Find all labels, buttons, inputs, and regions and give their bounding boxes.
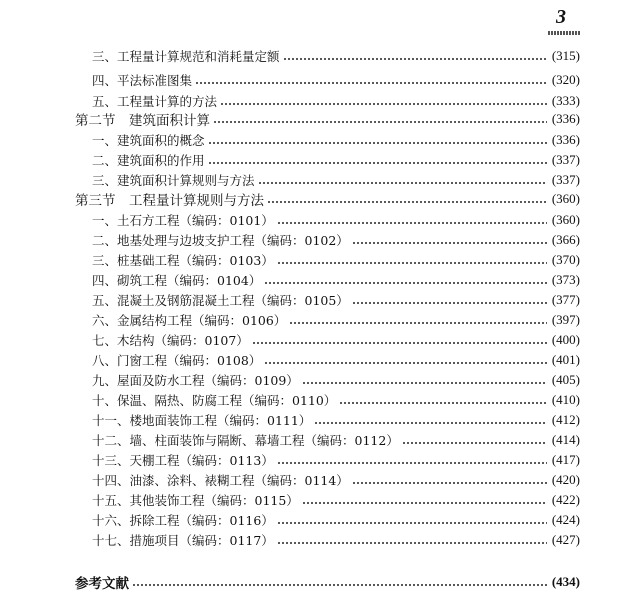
toc-entry-page: (434): [551, 574, 580, 589]
toc-entry-page: (336): [551, 132, 580, 147]
toc-entry[interactable]: [92, 290, 580, 310]
toc-entry-title: 五、工程量计算的方法: [92, 94, 218, 109]
toc-entry-title: 十、保温、隔热、防腐工程（编码：0110）: [92, 393, 337, 408]
toc-entry-title: 九、屋面及防水工程（编码：0109）: [92, 373, 299, 388]
dot-leader: [267, 201, 547, 203]
toc-entry-page: (336): [551, 111, 580, 126]
toc-entry-page: (320): [551, 72, 580, 87]
toc-entry-page: (424): [551, 512, 580, 527]
toc-entry-title: 五、混凝土及钢筋混凝土工程（编码：0105）: [92, 293, 349, 308]
toc-entry-title: 六、金属结构工程（编码：0106）: [92, 313, 287, 328]
dot-leader: [302, 502, 547, 504]
dot-leader: [289, 322, 547, 324]
toc-entry-page: (417): [551, 452, 580, 467]
toc-entry[interactable]: [92, 530, 580, 550]
dot-leader: [213, 121, 547, 123]
toc-entry-page: (370): [551, 252, 580, 267]
dot-leader: [402, 442, 547, 444]
toc-entry-title: 一、建筑面积的概念: [92, 133, 205, 148]
toc-entry-page: (373): [551, 272, 580, 287]
dot-leader: [195, 82, 547, 84]
toc-references-entry[interactable]: [75, 572, 580, 592]
toc-entry-title: 三、桩基础工程（编码：0103）: [92, 253, 274, 268]
toc-entry-title: 四、平法标准图集: [92, 73, 193, 88]
toc-entry-page: (397): [551, 312, 580, 327]
toc-entry-page: (337): [551, 172, 580, 187]
toc-entry-title: 七、木结构（编码：0107）: [92, 333, 249, 348]
toc-entry[interactable]: [92, 430, 580, 450]
toc-entry[interactable]: [92, 470, 580, 490]
toc-entry-title: 第三节 工程量计算规则与方法: [75, 193, 264, 209]
dot-leader: [252, 342, 547, 344]
toc-entry-page: (360): [551, 191, 580, 206]
page-number: 3: [556, 6, 566, 28]
toc-entry-title: 四、砌筑工程（编码：0104）: [92, 273, 262, 288]
toc-entry-title: 三、工程量计算规范和消耗量定额: [92, 49, 280, 64]
toc-entry-title: 一、土石方工程（编码：0101）: [92, 213, 274, 228]
toc-entry[interactable]: [92, 70, 580, 90]
dot-leader: [277, 542, 547, 544]
toc-entry-page: (366): [551, 232, 580, 247]
toc-entry-title: 二、建筑面积的作用: [92, 153, 205, 168]
toc-entry[interactable]: [92, 390, 580, 410]
dot-leader: [264, 362, 547, 364]
dot-leader: [352, 242, 547, 244]
toc-entry-page: (420): [551, 472, 580, 487]
toc-entry-page: (337): [551, 152, 580, 167]
toc-entry-page: (422): [551, 492, 580, 507]
toc-entry-title: 十四、油漆、涂料、裱糊工程（编码：0114）: [92, 473, 349, 488]
dot-leader: [283, 58, 547, 60]
toc-entry[interactable]: [92, 230, 580, 250]
toc-entry[interactable]: [92, 150, 580, 170]
toc-entry[interactable]: [92, 210, 580, 230]
dot-leader: [352, 302, 547, 304]
toc-entry-title: 十六、拆除工程（编码：0116）: [92, 513, 274, 528]
dot-leader: [208, 162, 547, 164]
toc-entry-title: 十一、楼地面装饰工程（编码：0111）: [92, 413, 312, 428]
toc-entry-title: 十七、措施项目（编码：0117）: [92, 533, 274, 548]
dot-leader: [132, 584, 547, 586]
dot-leader: [302, 382, 547, 384]
dot-leader: [258, 182, 547, 184]
toc-entry-page: (333): [551, 93, 580, 108]
toc-entry[interactable]: [92, 510, 580, 530]
toc-entry-page: (410): [551, 392, 580, 407]
toc-entry-page: (414): [551, 432, 580, 447]
toc-entry-page: (412): [551, 412, 580, 427]
toc-entry[interactable]: [92, 46, 580, 66]
toc-entry[interactable]: [92, 310, 580, 330]
toc-entry[interactable]: [92, 250, 580, 270]
dot-leader: [208, 142, 547, 144]
dot-leader: [352, 482, 547, 484]
toc-entry[interactable]: [92, 350, 580, 370]
toc-entry-page: (427): [551, 532, 580, 547]
toc-entry[interactable]: [92, 270, 580, 290]
toc-entry-title: 第二节 建筑面积计算: [75, 113, 210, 129]
dot-leader: [264, 282, 547, 284]
toc-entry-page: (360): [551, 212, 580, 227]
toc-entry-page: (405): [551, 372, 580, 387]
toc-entry[interactable]: [92, 490, 580, 510]
toc-entry-page: (400): [551, 332, 580, 347]
toc-entry[interactable]: [92, 410, 580, 430]
toc-section-heading[interactable]: [75, 109, 580, 129]
toc-entry-title: 二、地基处理与边坡支护工程（编码：0102）: [92, 233, 349, 248]
toc-entry-title: 参考文献: [75, 576, 129, 592]
toc-entry-title: 十二、墙、柱面装饰与隔断、幕墙工程（编码：0112）: [92, 433, 399, 448]
toc-entry-title: 十三、天棚工程（编码：0113）: [92, 453, 274, 468]
toc-entry[interactable]: [92, 330, 580, 350]
toc-entry[interactable]: [92, 450, 580, 470]
toc-entry[interactable]: [92, 170, 580, 190]
toc-section-heading[interactable]: [75, 189, 580, 209]
toc-entry-title: 十五、其他装饰工程（编码：0115）: [92, 493, 299, 508]
toc-entry[interactable]: [92, 370, 580, 390]
toc-entry-title: 八、门窗工程（编码：0108）: [92, 353, 262, 368]
toc-entry[interactable]: [92, 91, 580, 111]
dot-leader: [277, 222, 547, 224]
dot-leader: [277, 262, 547, 264]
toc-entry-title: 三、建筑面积计算规则与方法: [92, 173, 255, 188]
toc-entry-page: (315): [551, 48, 580, 63]
dot-leader: [277, 522, 547, 524]
toc-entry-page: (401): [551, 352, 580, 367]
dot-leader: [277, 462, 547, 464]
dot-leader: [339, 402, 547, 404]
dot-leader: [314, 422, 547, 424]
toc-entry-page: (377): [551, 292, 580, 307]
dot-leader: [220, 103, 547, 105]
toc-entry[interactable]: [92, 130, 580, 150]
